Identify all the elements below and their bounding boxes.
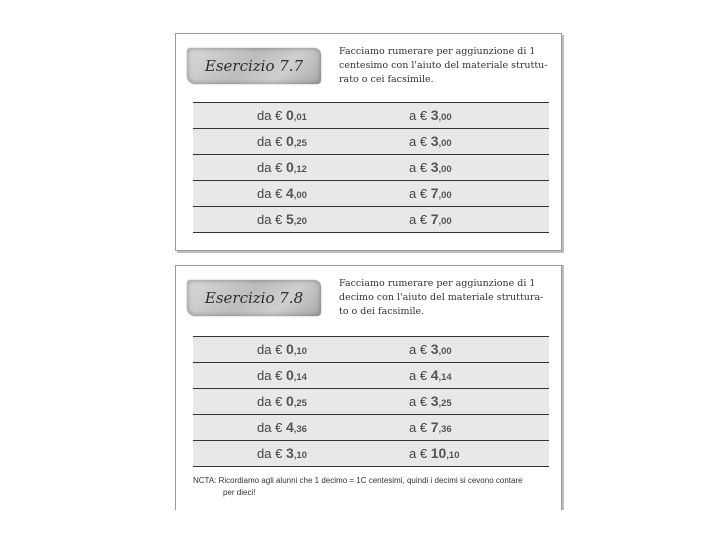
to-value: a € 4,14 <box>409 367 452 383</box>
to-value: a € 10,10 <box>409 445 460 461</box>
instruction-line: centesimo con l'aiuto del materiale struttu- <box>339 60 548 71</box>
teacher-note <box>193 475 553 499</box>
table-row <box>193 207 549 233</box>
table-row <box>193 337 549 363</box>
from-value: da € 0,01 <box>257 107 307 123</box>
exercise-table <box>193 336 549 467</box>
to-value: a € 3,00 <box>409 159 452 175</box>
table-row <box>193 129 549 155</box>
to-value: a € 3,25 <box>409 393 452 409</box>
instruction-line: Facciamo rumerare per aggiunzione di 1 <box>339 46 536 57</box>
exercise-card-7-7 <box>175 33 562 251</box>
to-value: a € 7,00 <box>409 185 452 201</box>
instruction-line: rato o cei facsimile. <box>339 74 434 85</box>
note-line: per dieci! <box>223 488 256 497</box>
to-value: a € 3,00 <box>409 107 452 123</box>
exercise-table <box>193 102 549 233</box>
table-row <box>193 181 549 207</box>
table-row <box>193 155 549 181</box>
from-value: da € 0,14 <box>257 367 307 383</box>
from-value: da € 0,25 <box>257 393 307 409</box>
instruction-line: decimo con l'aiuto del materiale struttura- <box>339 292 544 303</box>
to-value: a € 3,00 <box>409 341 452 357</box>
exercise-title: Esercizio 7.7 <box>204 57 304 75</box>
from-value: da € 0,10 <box>257 341 307 357</box>
table-row <box>193 441 549 467</box>
instruction-line: Facciamo rumerare per aggiunzione di 1 <box>339 278 536 289</box>
note-line: NCTA: Ricordiamo agli alunni che 1 decimo = 1C centesimi, quindi i decimi si cevono contare <box>193 476 523 485</box>
to-value: a € 7,00 <box>409 211 452 227</box>
exercise-instruction <box>339 45 554 87</box>
table-row <box>193 389 549 415</box>
exercise-card-7-8 <box>175 265 562 510</box>
table-row <box>193 415 549 441</box>
exercise-title-badge <box>187 280 321 316</box>
exercise-title: Esercizio 7.8 <box>204 289 304 307</box>
exercise-instruction <box>339 277 554 319</box>
to-value: a € 7,36 <box>409 419 452 435</box>
instruction-line: to o dei facsimile. <box>339 306 425 317</box>
from-value: da € 3,10 <box>257 445 307 461</box>
table-row <box>193 103 549 129</box>
exercise-title-badge <box>187 48 321 84</box>
to-value: a € 3,00 <box>409 133 452 149</box>
from-value: da € 0,25 <box>257 133 307 149</box>
from-value: da € 4,36 <box>257 419 307 435</box>
from-value: da € 4,00 <box>257 185 307 201</box>
table-row <box>193 363 549 389</box>
from-value: da € 0,12 <box>257 159 307 175</box>
from-value: da € 5,20 <box>257 211 307 227</box>
